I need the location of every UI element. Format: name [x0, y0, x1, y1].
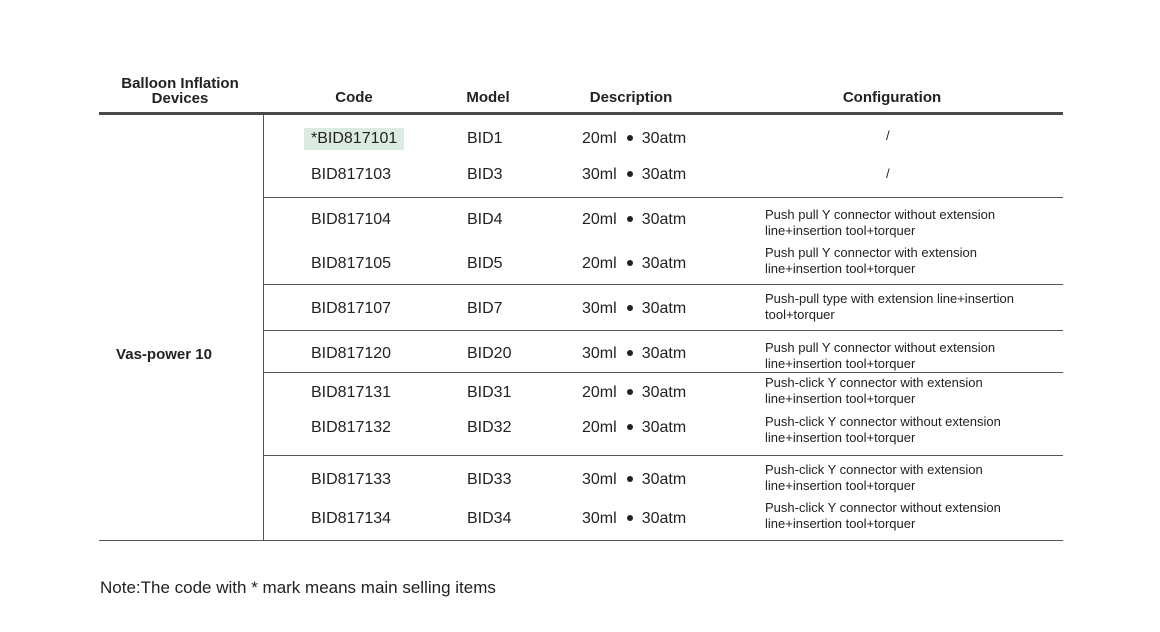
header-description: Description — [589, 89, 673, 106]
row-divider — [264, 330, 1063, 331]
code-cell: BID817104 — [311, 211, 392, 228]
bullet-icon — [627, 515, 633, 521]
product-group-label: Vas-power 10 — [116, 346, 212, 363]
model-cell: BID3 — [467, 166, 503, 183]
footnote: Note:The code with * mark means main selling items — [100, 578, 496, 597]
description-cell — [582, 471, 686, 489]
pressure-value: 30atm — [641, 419, 687, 436]
code-cell: BID817105 — [311, 255, 392, 272]
configuration-cell: Push-click Y connector with extension line+insertion tool+torquer — [765, 375, 983, 406]
model-cell: BID34 — [467, 510, 512, 527]
pressure-value: 30atm — [641, 345, 687, 362]
pressure-value: 30atm — [641, 471, 687, 488]
row-divider — [264, 197, 1063, 198]
volume-value: 20ml — [582, 130, 617, 147]
table-bottom-rule — [99, 540, 1063, 541]
bullet-icon — [627, 424, 633, 430]
pressure-value: 30atm — [641, 510, 687, 527]
model-cell: BID31 — [467, 384, 512, 401]
model-cell: BID32 — [467, 419, 512, 436]
pressure-value: 30atm — [641, 211, 687, 228]
row-divider — [264, 455, 1063, 456]
model-cell: BID1 — [467, 130, 503, 147]
description-cell — [582, 384, 686, 402]
bullet-icon — [627, 389, 633, 395]
code-cell: *BID817101 — [304, 128, 404, 150]
code-cell: BID817120 — [311, 345, 392, 362]
description-cell — [582, 130, 686, 148]
bullet-icon — [627, 260, 633, 266]
volume-value: 30ml — [582, 300, 617, 317]
configuration-cell: Push pull Y connector with extension line+insertion tool+torquer — [765, 245, 977, 276]
header-code: Code — [335, 89, 373, 106]
model-cell: BID33 — [467, 471, 512, 488]
configuration-cell: Push pull Y connector without extension line+insertion tool+torquer — [765, 340, 996, 371]
description-cell — [582, 211, 686, 229]
code-cell: BID817132 — [311, 419, 392, 436]
configuration-cell: Push-pull type with extension line+insertion tool+torquer — [765, 291, 1014, 322]
volume-value: 20ml — [582, 211, 617, 228]
pressure-value: 30atm — [641, 384, 687, 401]
bullet-icon — [627, 350, 633, 356]
volume-value: 30ml — [582, 510, 617, 527]
description-cell — [582, 345, 686, 363]
model-cell: BID20 — [467, 345, 512, 362]
model-cell: BID4 — [467, 211, 503, 228]
header-rule — [99, 112, 1063, 115]
volume-value: 30ml — [582, 345, 617, 362]
description-cell — [582, 166, 686, 184]
pressure-value: 30atm — [641, 166, 687, 183]
code-cell: BID817134 — [311, 510, 392, 527]
volume-value: 20ml — [582, 255, 617, 272]
header-configuration: Configuration — [842, 89, 942, 106]
code-cell: BID817131 — [311, 384, 392, 401]
description-cell — [582, 255, 686, 273]
configuration-cell: Push-click Y connector with extension line+insertion tool+torquer — [765, 462, 983, 493]
bullet-icon — [627, 216, 633, 222]
model-cell: BID7 — [467, 300, 503, 317]
bullet-icon — [627, 305, 633, 311]
configuration-cell: / — [886, 166, 890, 181]
volume-value: 20ml — [582, 419, 617, 436]
bullet-icon — [627, 135, 633, 141]
volume-value: 30ml — [582, 471, 617, 488]
description-cell — [582, 300, 686, 318]
bullet-icon — [627, 171, 633, 177]
code-cell: BID817103 — [311, 166, 392, 183]
pressure-value: 30atm — [641, 300, 687, 317]
pressure-value: 30atm — [641, 130, 687, 147]
configuration-cell: Push-click Y connector without extension line+insertion tool+torquer — [765, 414, 1001, 445]
row-divider — [264, 284, 1063, 285]
description-cell — [582, 510, 686, 528]
volume-value: 30ml — [582, 166, 617, 183]
code-cell: BID817107 — [311, 300, 392, 317]
code-cell: BID817133 — [311, 471, 392, 488]
header-model: Model — [466, 89, 510, 106]
pressure-value: 30atm — [641, 255, 687, 272]
header-group: Balloon Inflation Devices — [121, 75, 239, 107]
bullet-icon — [627, 476, 633, 482]
description-cell — [582, 419, 686, 437]
configuration-cell: / — [886, 128, 890, 143]
row-divider — [264, 372, 1063, 373]
volume-value: 20ml — [582, 384, 617, 401]
model-cell: BID5 — [467, 255, 503, 272]
group-divider — [263, 115, 264, 541]
configuration-cell: Push pull Y connector without extension line+insertion tool+torquer — [765, 207, 996, 238]
configuration-cell: Push-click Y connector without extension line+insertion tool+torquer — [765, 500, 1001, 531]
